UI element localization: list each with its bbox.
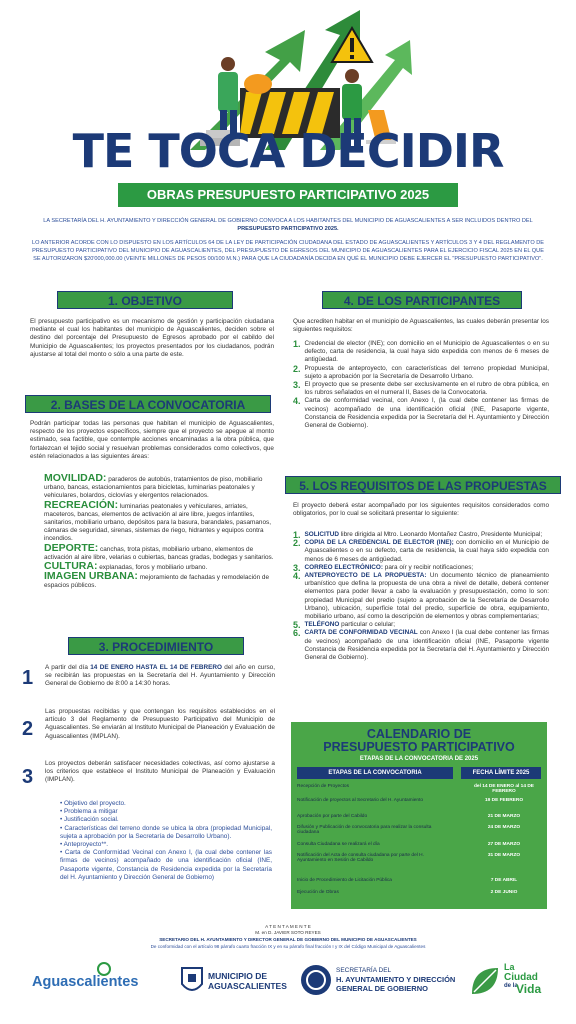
page-title: TE TOCA DECIDIR bbox=[72, 124, 504, 178]
list-item: • Carta de Conformidad Vecinal con Anexo I, (la cual debe contener las firmas de vecinos) acompañado de una identificación oficial (INE, Pasaporte vigente, Constancia de Residencia expedida por la Secretaría del H. Ayuntamiento y Dirección General de Gobierno) bbox=[60, 849, 272, 881]
secretaria-logo: SECRETARÍA DEL H. AYUNTAMIENTO Y DIRECCIÓN GENERAL DE GOBIERNO bbox=[300, 962, 460, 1002]
worker-icon bbox=[345, 69, 359, 83]
list-item: 3. CORREO ELECTRÓNICO: para oír y recibir notificaciones; bbox=[293, 562, 474, 573]
list-item: 5. TELÉFONO particular o celular; bbox=[293, 620, 396, 631]
area-imagen-urbana: IMAGEN URBANA: mejoramiento de fachadas y remodelación de espacios públicos. bbox=[44, 570, 270, 590]
step-2-text: Las propuestas recibidas y que contengan los requisitos establecidos en el artículo 3 del Reglamento de Presupuesto Participativo del Municipio de Aguascalientes. Se enviarán al Instituto Municipal de Planeación y Evaluación de Aguascalientes (IMPLAN). bbox=[45, 708, 275, 740]
bases-areas-list bbox=[44, 474, 274, 591]
bases-text: Podrán participar todas las personas que habitan el municipio de Aguascalientes, respecto de los proyectos específicos, siempre que el proyecto se apegue al monto estimado, sea factible, que contemple acciones encaminadas a la obra pública, que fortalezcan el tejido social y resuelvan problemas considerados como colectivos, que estén relacionados a las siguientes áreas: bbox=[30, 420, 274, 460]
list-item: • Anteproyecto**. bbox=[60, 841, 109, 849]
list-item: 4. ANTEPROYECTO DE LA PROPUESTA: Un documento técnico de planeamiento urbanístico que defina la propuesta de una obra a nivel de detalle, deberá contener elementos para poder llevar a cabo la evaluación y presupuestación, como lo son: propiedad Municipal del predio (sujeto a aprobación de la Secretaría de Desarrollo Urbano), ubicación, superficie total del predio, superficie de obra, equipamiento, mobiliario urbano, así como la descripción de elementos y obras complementarias; bbox=[293, 571, 549, 621]
list-item: • Justificación social. bbox=[60, 816, 119, 824]
list-item: 1. Credencial de elector (INE); con domicilio en el Municipio de Aguascalientes o en su defecto, carta de residencia, la cual haya sido expedida con menos de 6 meses de antigüedad. bbox=[293, 339, 549, 364]
area-movilidad: MOVILIDAD: paraderos de autobús, tratamientos de piso, mobiliario urbano, bancas, estacionamientos para bicicletas, luminarias peatonales y vehiculares, bolardos, ciclovías y elergentos relacionados. bbox=[44, 472, 263, 500]
requisitos-heading: 5. LOS REQUISITOS DE LAS PROPUESTAS bbox=[285, 476, 561, 494]
objetivo-heading: 1. OBJETIVO bbox=[57, 291, 233, 309]
helmet-icon bbox=[244, 74, 272, 94]
participantes-heading: 4. DE LOS PARTICIPANTES bbox=[322, 291, 522, 309]
municipio-logo: MUNICIPIO DE AGUASCALIENTES bbox=[180, 964, 292, 1000]
calendario-subtitle: ETAPAS DE LA CONVOCATORIA DE 2025 bbox=[359, 756, 479, 762]
list-item: 1. SOLICITUD libre dirigida al Mtro. Leonardo Montañez Castro, Presidente Municipal; bbox=[293, 530, 543, 540]
aguascalientes-logo: Aguascalientes bbox=[32, 962, 172, 1002]
proyecto-requisitos-list bbox=[60, 800, 272, 882]
cargo: SECRETARIO DEL H. AYUNTAMIENTO Y DIRECTOR GENERAL DE GOBIERNO DEL MUNICIPIO DE AGUASCALIENTES bbox=[159, 937, 417, 942]
list-item: 6. CARTA DE CONFORMIDAD VECINAL con Anexo I (la cual debe contener las firmas de vecinos) acompañado de una identificación oficial (INE, Pasaporte vigente Constancia de Residencia expedida por la Secretaría del H. Ayuntamiento y Dirección General de Gobierno). bbox=[293, 628, 549, 662]
area-recreacion: RECREACIÓN: luminarias peatonales y vehiculares, arriates, maceteros, bancas, elementos de activación al aire libre, juegos infantiles, sanitarios, mobiliario urbano, depósitos para la basura, barandales, pasamanos, cámaras de seguridad, sirenas, sistemas de riego, hidrantes y equipos contra incendios. bbox=[44, 498, 272, 543]
hero-illustration bbox=[0, 0, 576, 215]
requisitos-list bbox=[293, 531, 549, 662]
secretaria-emblem-icon bbox=[300, 964, 332, 996]
fundamento: De conformidad con el artículo 98 párrafo cuarto fracción IX y en su párrafo final fracción I y IX del Código Municipal de Aguascalientes bbox=[150, 944, 426, 949]
step-number: 3 bbox=[22, 766, 34, 788]
page-subtitle: OBRAS PRESUPUESTO PARTICIPATIVO 2025 bbox=[118, 183, 458, 207]
calendario-panel: CALENDARIO DE PRESUPUESTO PARTICIPATIVO ETAPAS DE LA CONVOCATORIA DE 2025 ETAPAS DE LA CONVOCATORIA FECHA LÍMITE 2025 Recepción de Proyectos del 14 DE ENERO al 14 DE FEBRERO Notificación de proyectos al Secretario del H. Ayuntamiento 19 DE FEBRERO Aprobación por parte del Cabildo 21 DE MARZO Difusión y Publicación de convocatoria para realizar la consulta ciudadana 24 DE MARZO Consulta Ciudadana se realizará el día 27 DE MARZO Notificación del Acta de consulta ciudadana por parte del H. Ayuntamiento en Sesión de Cabildo 31 DE MARZO Inicio de Procedimiento de Licitación Pública 7 DE ABRIL Ejecución de Obras 2 DE JUNIO bbox=[291, 722, 547, 909]
atentamente: A T E N T A M E N T E bbox=[265, 924, 311, 929]
step-number: 1 bbox=[22, 667, 34, 689]
area-deporte: DEPORTE: canchas, trota pistas, mobiliario urbano, elementos de activación al aire libre, velarias o cubiertas, bancas gradas, bodegas y sanitarios. bbox=[44, 541, 274, 561]
worker-icon bbox=[221, 57, 235, 71]
procedimiento-heading: 3. PROCEDIMIENTO bbox=[68, 637, 244, 655]
column-header-etapas: ETAPAS DE LA CONVOCATORIA bbox=[297, 767, 453, 779]
list-item: 4. Carta de conformidad vecinal, con Anexo I, (la cual debe contener las firmas de vecinos) acompañado de una identificación oficial (INE, Pasaporte vigente, Constancia de Residencia expedida por la Secretaría del H. Ayuntamiento y Dirección General de Gobierno). bbox=[293, 396, 549, 430]
intro-paragraph-2: LO ANTERIOR ACORDE CON LO DISPUESTO EN LOS ARTÍCULOS 64 DE LA LEY DE PARTICIPACIÓN CIUDADANA DEL ESTADO DE AGUASCALIENTES Y ARTÍCULOS 3 Y 4 DEL REGLAMENTO DE PRESUPUESTO PARTICIPATIVO DEL MUNICIPIO DE AGUASCALIENTES, DEL PRESUPUESTO DE EGRESOS DEL MUNICIPIO DE AGUASCALIENTES PARA EL EJERCICIO FISCAL 2025 EN EL QUE SE AUTORIZARON $20'000,000.00 (VEINTE MILLONES DE PESOS 00/100 M.N.) PARA QUE LA CIUDADANÍA DECIDA EN QUÉ EL MUNICIPIO DEBE EJERCER EL "PRESUPUESTO PARTICIPATIVO". bbox=[31, 240, 545, 262]
municipal-shield-icon bbox=[180, 966, 204, 996]
list-item: 2. COPIA DE LA CREDENCIAL DE ELECTOR (INE); con domicilio en el Municipio de Aguascalientes o en su defecto, carta de residencia, la cual haya sido expedida con menos de 6 meses de antigüedad. bbox=[293, 538, 549, 563]
objetivo-text: El presupuesto participativo es un mecanismo de gestión y participación ciudadana mediante el cual los habitantes del municipio de Aguascalientes, deciden sobre el destino del porcentaje del Presupuesto de Egresos aprobado por el cabildo del Municipio de Aguascalientes; los proyectos presentados por los ciudadanos, podrán ajustarse al total del monto o sólo a una parte de este. bbox=[30, 318, 274, 358]
participantes-list bbox=[293, 340, 549, 430]
firmante: M. en D. JAVIER SOTO REYES bbox=[255, 930, 321, 935]
list-item: 2. Propuesta de anteproyecto, con características del terreno propiedad Municipal, sujeto a aprobación por la Secretaría de Desarrollo Urbano. bbox=[293, 363, 549, 380]
list-item: • Problema a mitigar bbox=[60, 808, 118, 816]
calendario-title: CALENDARIO DE PRESUPUESTO PARTICIPATIVO bbox=[323, 727, 515, 754]
ciudad-vida-logo: La Ciudad de la Vida bbox=[468, 960, 548, 1004]
bases-heading: 2. BASES DE LA CONVOCATORIA bbox=[25, 395, 271, 413]
intro-paragraph-1: LA SECRETARÍA DEL H. AYUNTAMIENTO Y DIRECCIÓN GENERAL DE GOBIERNO CONVOCA A LOS HABITANTES DEL MUNICIPIO DE AGUASCALIENTES A SER INCLUIDOS DENTRO DEL PRESUPUESTO PARTICIPATIVO 2025. bbox=[43, 218, 533, 232]
area-cultura: CULTURA: explanadas, foros y mobiliario urbano. bbox=[44, 560, 208, 573]
list-item: • Características del terreno donde se ubica la obra (propiedad Municipal, sujeta a aprobación por la Secretaría de Desarrollo Urbano). bbox=[60, 824, 272, 840]
requisitos-intro: El proyecto deberá estar acompañado por los siguientes requisitos considerados como obligatorios, por lo cual se solicitará presentar lo siguiente: bbox=[293, 502, 549, 518]
step-3-text: Los proyectos deberán satisfacer necesidades colectivas, así como ajustarse a los criterios que establece el Instituto Municipal de Planeación y Evaluación (IMPLAN). bbox=[45, 760, 275, 784]
column-header-fecha: FECHA LÍMITE 2025 bbox=[461, 767, 541, 779]
step-1-text: A partir del día 14 DE ENERO HASTA EL 14 DE FEBRERO del año en curso, se recibirán las propuestas en la Secretaría del H. Ayuntamiento y Dirección General de Gobierno de 8:00 a 14:30 horas. bbox=[45, 664, 275, 688]
participantes-intro: Que acrediten habitar en el municipio de Aguascalientes, las cuales deberán presentar los siguientes requisitos: bbox=[293, 318, 549, 334]
list-item: 3. El proyecto que se presente debe ser exclusivamente en el rubro de obra pública, en los rubros señalados en el numeral II, Bases de la Convocatoria. bbox=[293, 380, 549, 397]
leaf-icon bbox=[468, 964, 502, 998]
list-item: • Objetivo del proyecto. bbox=[60, 800, 126, 807]
step-number: 2 bbox=[22, 718, 34, 740]
